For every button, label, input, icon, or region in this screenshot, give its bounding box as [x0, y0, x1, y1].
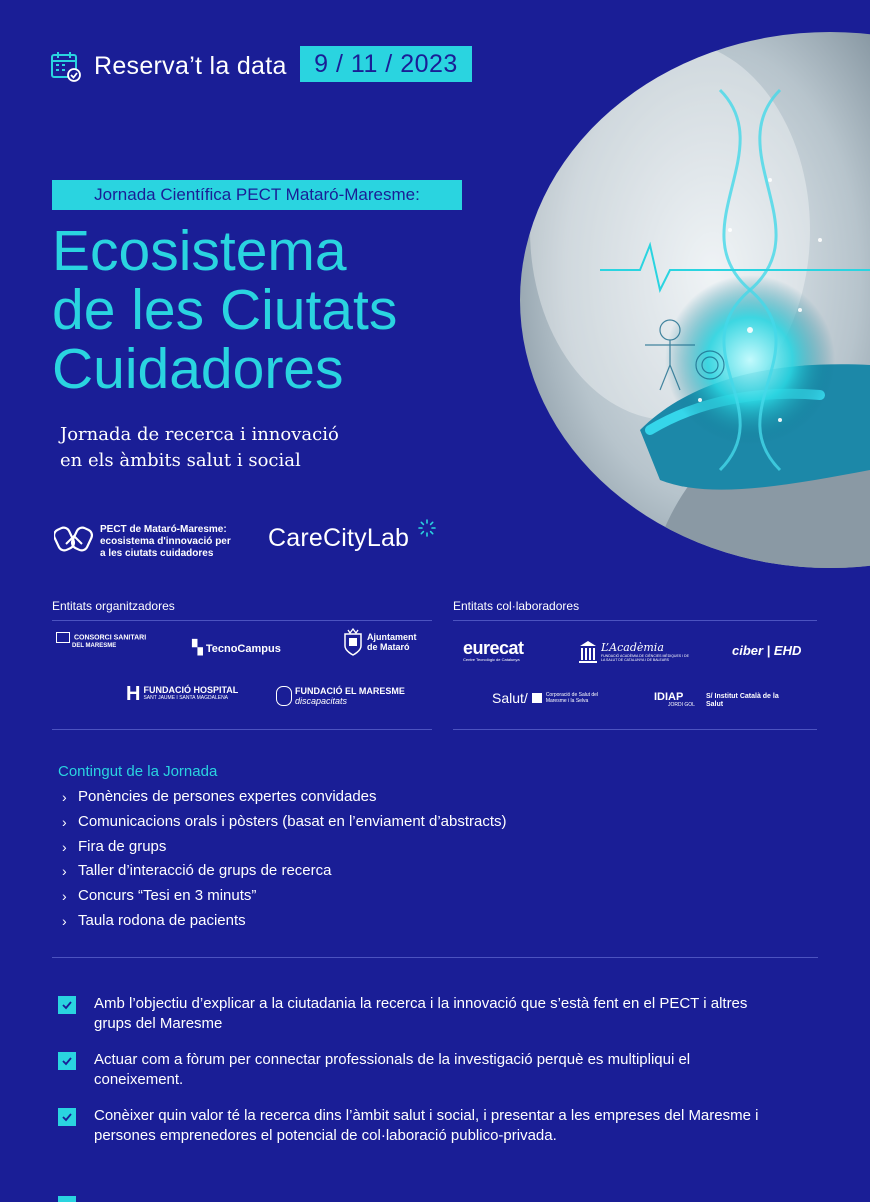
chevron-right-icon: › — [62, 912, 67, 929]
shield-icon — [342, 628, 364, 656]
divider — [453, 620, 817, 621]
corporacio-mark-icon — [532, 693, 542, 703]
logo-sub: JORDI GOL — [668, 702, 695, 708]
logo-name: L’Acadèmia — [601, 642, 664, 654]
event-date: 9 / 11 / 2023 — [300, 46, 472, 82]
logo-sub: Corporació de Salut del Maresme i la Selva — [545, 692, 599, 704]
divider — [52, 620, 432, 621]
objective-text: Actuar com a fòrum per connectar professionals de la investigació perquè es multipliqui el coneixement. — [94, 1051, 691, 1088]
title-line: Ecosistema — [52, 219, 347, 283]
list-item-text: Fira de grups — [78, 837, 167, 855]
divider — [52, 729, 432, 730]
organizers-label: Entitats organitzadores — [52, 599, 175, 613]
divider — [453, 729, 817, 730]
title-line: Cuidadores — [52, 337, 344, 401]
hospital-mark-icon: H — [126, 682, 141, 705]
logo-name: FUNDACIÓ HOSPITAL — [143, 685, 239, 695]
pect-line: ecosistema d'innovació per — [100, 536, 231, 547]
logo-sub: FUNDACIÓ ACADÈMIA DE CIÈNCIES MÈDIQUES I DE LA SALUT DE CATALUNYA I DE BALEARS — [601, 654, 689, 662]
logo-ajuntament-mataro — [342, 628, 417, 656]
logo-sub: SANT JAUME I SANTA MAGDALENA — [143, 695, 229, 701]
logo-consorci-sanitari — [56, 632, 146, 650]
chevron-right-icon: › — [62, 888, 67, 905]
list-item-text: Taula rodona de pacients — [78, 911, 246, 929]
logo-name: TecnoCampus — [205, 643, 281, 655]
logo-tecnocampus — [192, 639, 281, 656]
logo-fundacio-el-maresme — [276, 686, 405, 706]
list-item-text: Taller d’interacció de grups de recerca — [78, 862, 332, 880]
content-heading: Contingut de la Jornada — [58, 763, 218, 780]
logo-name: CONSORCI SANITARI — [73, 634, 147, 642]
logo-name: Ajuntament — [367, 632, 417, 642]
objective-text: Amb l’objectiu d’explicar a la ciutadania la recerca i la innovació que s’està fent en el PECT i altres grups del Maresme — [94, 995, 748, 1032]
calendar-icon — [50, 50, 82, 82]
consorci-mark-icon — [56, 632, 70, 643]
divider — [52, 957, 818, 958]
pect-logo-text — [100, 524, 260, 560]
maresme-mark-icon — [276, 686, 292, 706]
list-item — [62, 860, 507, 885]
list-item-text: Ponències de persones expertes convidades — [78, 788, 377, 805]
list-item-text: Comunicacions orals i pòsters (basat en l’enviament d’abstracts) — [78, 812, 507, 830]
logo-name: IDIAP — [654, 691, 684, 703]
logo-ciber-ehd: ciber | EHD — [732, 643, 802, 658]
pect-logo-icon — [54, 524, 94, 554]
logo-sub: discapacitats — [295, 696, 348, 706]
logo-sub: DEL MARESME — [72, 643, 117, 649]
checkmark-icon — [58, 1196, 76, 1202]
collaborators-label: Entitats col·laboradores — [453, 599, 580, 613]
logo-salut-corporacio — [492, 690, 610, 706]
content-list — [62, 786, 507, 935]
logo-name: Salut/ — [492, 690, 528, 706]
save-the-date-label: Reserva’t la data — [94, 52, 287, 80]
list-item — [62, 910, 507, 935]
hero-image — [520, 30, 870, 570]
event-subtitle — [60, 422, 480, 474]
chevron-right-icon: › — [62, 789, 67, 805]
event-tag: Jornada Científica PECT Mataró-Maresme: — [52, 180, 462, 210]
list-item — [62, 811, 507, 836]
subtitle-line: Jornada de recerca i innovació — [60, 424, 339, 445]
list-item — [62, 836, 507, 861]
list-item — [62, 786, 507, 811]
pect-line: a les ciutats cuidadores — [100, 548, 214, 559]
academia-columns-icon — [578, 640, 598, 664]
subtitle-line: en els àmbits salut i social — [60, 450, 301, 471]
chevron-right-icon: › — [62, 863, 67, 880]
logo-sub: Centre Tecnològic de Catalunya — [463, 657, 520, 662]
logo-lacademia — [578, 640, 691, 664]
logo-name: eurecat — [463, 638, 524, 658]
list-item-text: Concurs “Tesi en 3 minuts” — [78, 887, 257, 905]
pect-line: PECT de Mataró-Maresme: — [100, 524, 227, 535]
objective-item — [58, 1106, 778, 1146]
logo-name: FUNDACIÓ EL MARESME — [295, 686, 405, 696]
chevron-right-icon: › — [62, 813, 67, 830]
objective-text: Conèixer quin valor té la recerca dins l’àmbit salut i social, i presentar a les empreses del Maresme i persones emprenedores el potencial de col·laboració publico-privada. — [94, 1107, 759, 1144]
logo-idiap-jordi-gol — [654, 692, 695, 709]
event-title — [52, 219, 512, 401]
logo-eurecat — [463, 639, 524, 662]
logo-fundacio-hospital — [126, 682, 239, 705]
title-line: de les Ciutats — [52, 278, 398, 342]
objective-item — [58, 1050, 778, 1090]
list-item — [62, 885, 507, 910]
objective-item — [58, 994, 778, 1034]
logo-institut-catala-salut: S/ Institut Català de la Salut — [706, 693, 779, 708]
logo-sub: de Mataró — [367, 642, 410, 652]
carecitylab-logo: CareCityLab — [268, 524, 410, 552]
tecnocampus-mark-icon: ▚ — [192, 639, 203, 655]
checkmark-icon — [58, 996, 76, 1014]
chevron-right-icon: › — [62, 838, 67, 855]
checkmark-icon — [58, 1108, 76, 1126]
carecitylab-spark-icon — [418, 519, 436, 537]
checkmark-icon — [58, 1052, 76, 1070]
